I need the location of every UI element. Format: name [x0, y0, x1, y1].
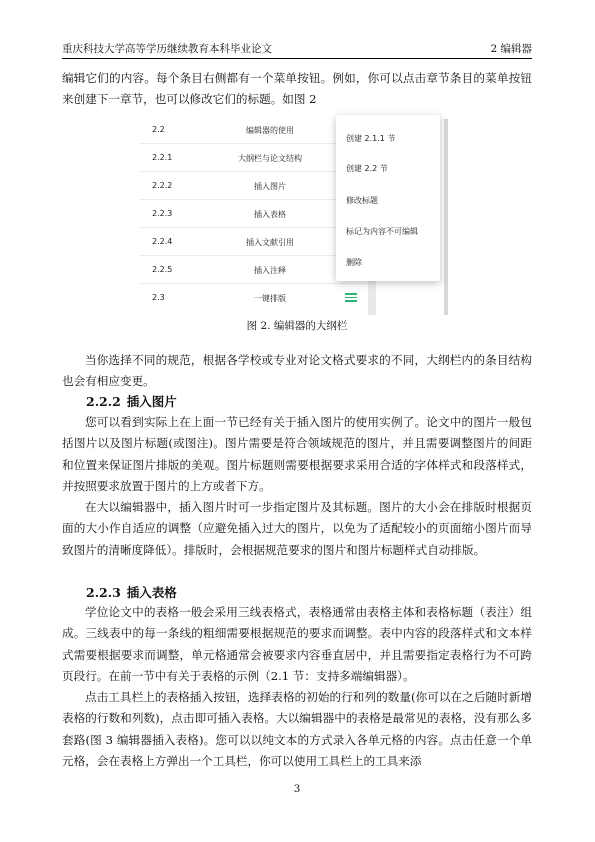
outline-figure — [140, 115, 440, 315]
section-title: 插入表格 — [126, 585, 177, 600]
intro-paragraph: 编辑它们的内容。每个条目右侧都有一个菜单按钮。例如，你可以点击章节条目的菜单按钮来创建下一章节，也可以修改它们的标题。如图 2 — [62, 71, 532, 107]
outline-item-title: 一键排版 — [254, 294, 286, 303]
body-paragraph: 点击工具栏上的表格插入按钮，选择表格的初始的行和列的数量(你可以在之后随时新增表格的行数和列数)，点击即可插入表格。大以编辑器中的表格是最常见的表格，没有那么多套路(图 3 编辑器插入表格)。您可以以纯文本的方式录入各单元格的内容。点击任意一个单元格，会在表格上方弹出一个工具栏，你可以使用工具栏上的工具来添 — [62, 690, 532, 768]
outline-item-title: 插入图片 — [254, 182, 286, 191]
outline-item[interactable] — [140, 143, 368, 172]
menu-item-delete[interactable]: 删除 — [346, 258, 362, 267]
outline-item[interactable] — [140, 199, 368, 228]
outline-item-title: 插入文献引用 — [246, 238, 294, 247]
outline-item-number: 2.3 — [152, 293, 165, 302]
outline-item[interactable] — [140, 255, 368, 284]
outline-item-title: 编辑器的使用 — [246, 126, 294, 135]
page-header — [62, 39, 532, 57]
outline-item[interactable] — [140, 227, 368, 256]
figure-caption: 图 2. 编辑器的大纲栏 — [246, 320, 348, 332]
outline-item-number: 2.2.2 — [152, 181, 173, 190]
menu-item-rename[interactable]: 修改标题 — [346, 196, 378, 205]
section-heading-2-2-3 — [86, 583, 177, 601]
section-heading-2-2-2 — [86, 392, 177, 410]
outline-item-number: 2.2.5 — [152, 265, 173, 274]
page-number: 3 — [293, 784, 301, 795]
body-paragraph: 当你选择不同的规范，根据各学校或专业对论文格式要求的不同，大纲栏内的条目结构也会有相应变更。 — [62, 353, 532, 389]
outline-item-number: 2.2.3 — [152, 209, 173, 218]
menu-item-lock-content[interactable]: 标记为内容不可编辑 — [346, 227, 418, 236]
list-menu-icon[interactable] — [345, 293, 357, 302]
body-paragraph: 您可以看到实际上在上面一节已经有关于插入图片的使用实例了。论文中的图片一般包括图片以及图片标题(或图注)。图片需要是符合领域规范的图片，并且需要调整图片的间距和位置来保证图片排版的美观。图片标题则需要根据要求采用合适的字体样式和段落样式，并按照要求放置于图片的上方或者下方。 — [62, 415, 532, 493]
section-number: 2.2.2 — [86, 394, 121, 409]
outline-item-title: 插入注释 — [254, 266, 286, 275]
header-rule — [62, 58, 532, 59]
menu-item-create-section[interactable]: 创建 2.2 节 — [346, 164, 388, 173]
outline-item[interactable] — [140, 171, 368, 200]
header-thesis-title: 重庆科技大学高等学历继续教育本科毕业论文 — [62, 43, 272, 55]
outline-list — [140, 115, 368, 315]
outline-item[interactable] — [140, 115, 368, 144]
outline-item-number: 2.2 — [152, 125, 165, 134]
header-chapter: 2 编辑器 — [490, 43, 532, 55]
section-number: 2.2.3 — [86, 585, 121, 600]
outline-item[interactable] — [140, 283, 368, 311]
outline-item-title: 插入表格 — [254, 210, 286, 219]
body-paragraph: 学位论文中的表格一般会采用三线表格式，表格通常由表格主体和表格标题（表注）组成。三线表中的每一条线的粗细需要根据规范的要求而调整。表中内容的段落样式和文本样式需要根据要求而调整，单元格通常会被要求内容垂直居中，并且需要指定表格行为不可跨页段行。在前一节中有关于表格的示例（2.1 节：支持多端编辑器）。 — [62, 605, 532, 683]
outline-item-number: 2.2.4 — [152, 237, 173, 246]
outline-item-title: 大纲栏与论文结构 — [238, 154, 302, 163]
context-menu — [336, 115, 440, 281]
section-title: 插入图片 — [126, 394, 177, 409]
menu-item-create-subsection[interactable]: 创建 2.1.1 节 — [346, 134, 396, 143]
body-paragraph: 在大以编辑器中，插入图片时可一步指定图片及其标题。图片的大小会在排版时根据页面的大小作自适应的调整（应避免插入过大的图片，以免为了适配较小的页面缩小图片而导致图片的清晰度降低）。排版时，会根据规范要求的图片和图片标题样式自动排版。 — [62, 500, 532, 557]
outline-item-number: 2.2.1 — [152, 153, 173, 162]
panel-edge — [444, 119, 448, 315]
